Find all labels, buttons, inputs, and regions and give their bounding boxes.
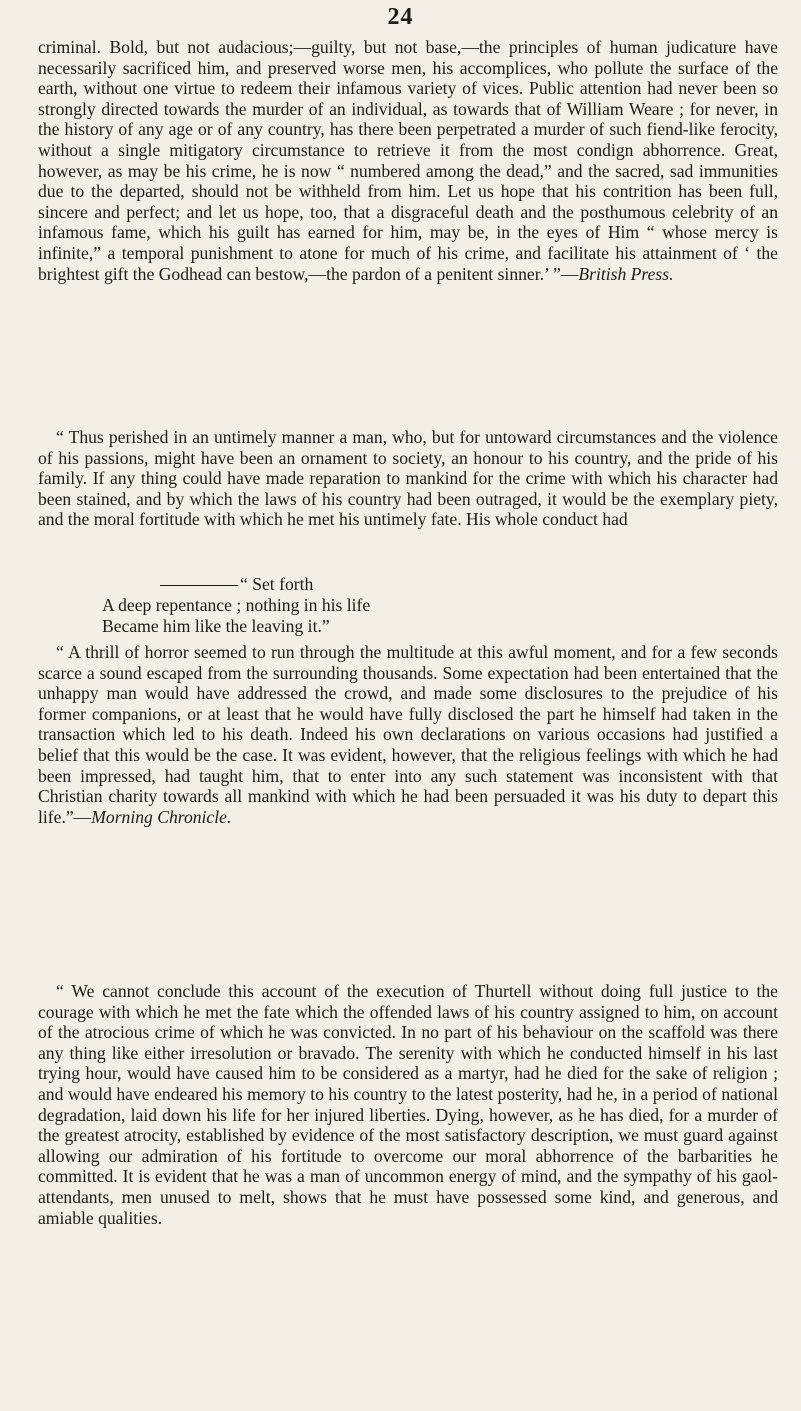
paragraph-3 [38,642,778,827]
verse-line-1-text: “ Set forth [240,574,314,594]
page-number: 24 [387,4,414,30]
paragraph-1-source: British Press. [578,263,674,284]
paragraph-1-text: criminal. Bold, but not audacious;—guilty, but not base,—the principles of human judicature have necessarily sacrificed him, and preserved worse men, his accomplices, who pollute the surface of the earth, without one virtue to redeem their infamous variety of vices. Public attention had never been so strongly directed towards the murder of an individual, as towards that of William Weare ; for never, in the history of any age or of any country, has there been perpetrated a murder of such fiend-like ferocity, without a single mitigatory circumstance to retrieve it from the most condign abhorrence. Great, however, as may be his crime, he is now “ numbered among the dead,” and the sacred, sad immunities due to the departed, should not be withheld from him. Let us hope that his contrition has been full, sincere and perfect; and let us hope, too, that a disgraceful death and the posthumous celebrity of an infamous fame, which his guilt has earned for him, may be, in the eyes of Him “ whose mercy is infinite,” a temporal punishment to atone for much of his crime, and facilitate his attainment of ‘ the brightest gift the Godhead can bestow,—the pardon of a penitent sinner.’ ”— [38,37,778,284]
paragraph-3-block [38,642,778,827]
paragraph-1-block [38,37,778,284]
verse-dash [160,585,238,586]
paragraph-2: “ Thus perished in an untimely manner a man, who, but for untoward circumstances and the violence of his passions, might have been an ornament to society, an honour to his country, and the pride of his family. If any thing could have made reparation to mankind for the crime with which his character had been stained, and by which the laws of his country had been outraged, it would be the exemplary piety, and the moral fortitude with which he met his untimely fate. His whole conduct had [38,427,778,530]
paragraph-2-block [38,427,778,530]
paragraph-4: “ We cannot conclude this account of the execution of Thurtell without doing full justice to the courage with which he met the fate which the offended laws of his country assigned to him, on account of the atrocious crime of which he was convicted. In no part of his behaviour on the scaffold was there any thing like either irresolution or bravado. The serenity with which he conducted himself in his last trying hour, would have caused him to be considered as a martyr, had he died for the sake of religion ; and would have endeared his memory to his country to the latest posterity, had he, in a period of national degradation, laid down his life for her injured liberties. Dying, however, as he has died, for a murder of the greatest atrocity, established by evidence of the most satisfactory description, we must guard against allowing our admiration of his fortitude to overcome our moral abhorrence of the barbarities he committed. It is evident that he was a man of uncommon energy of mind, and the sympathy of his gaol-attendants, men unused to melt, shows that he must have possessed some kind, and generous, and amiable qualities. [38,981,778,1228]
paragraph-1 [38,37,778,284]
paragraph-3-source: Morning Chronicle. [91,806,232,827]
paragraph-4-block [38,981,778,1228]
paragraph-3-text: “ A thrill of horror seemed to run through the multitude at this awful moment, and for a few seconds scarce a sound escaped from the surrounding thousands. Some expectation had been entertained that the unhappy man would have addressed the crowd, and made some disclosures to the prejudice of his former companions, or at least that he would have fully disclosed the part he himself had taken in the transaction which led to his death. Indeed his own declarations on various occasions had justified a belief that this would be the case. It was evident, however, that the religious feelings with which he had been impressed, had taught him, that to enter into any such statement was inconsistent with that Christian charity towards all mankind with which he had been persuaded it was his duty to depart this life.”— [38,642,778,827]
verse-line-3: Became him like the leaving it.” [102,616,330,636]
verse-line-2: A deep repentance ; nothing in his life [102,595,371,615]
verse-line-1 [160,574,313,595]
